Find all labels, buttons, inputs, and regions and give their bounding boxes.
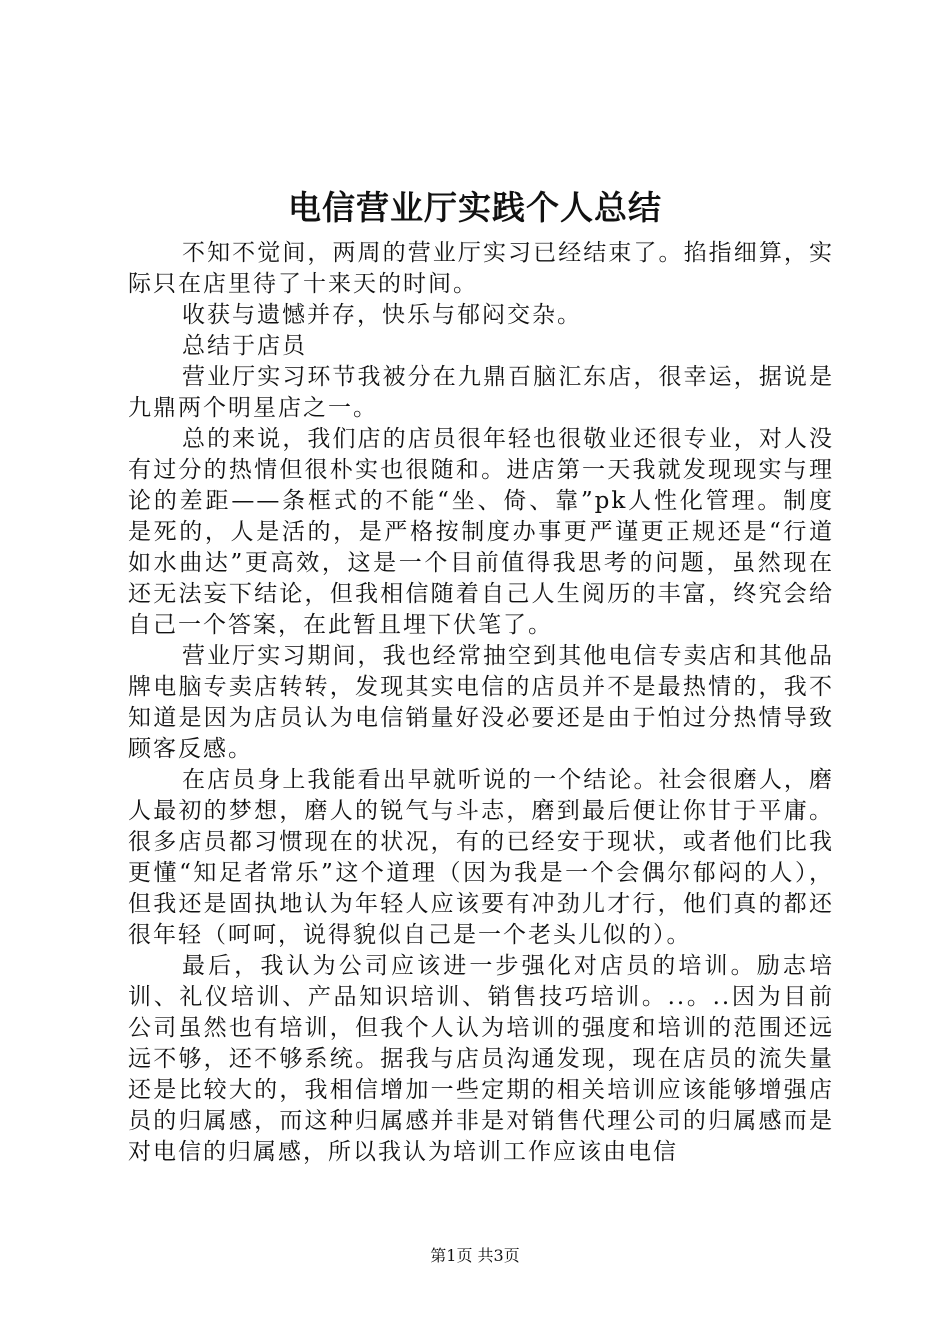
section-heading: 总结于店员: [182, 333, 307, 359]
page-number-footer: 第1页 共3页: [430, 1246, 520, 1265]
document-title: 电信营业厅实践个人总结: [288, 188, 662, 227]
paragraph-3: 营业厅实习环节我被分在九鼎百脑汇东店，很幸运，据说是九鼎两个明星店之一。: [128, 364, 834, 421]
paragraph-7: 最后，我认为公司应该进一步强化对店员的培训。励志培训、礼仪培训、产品知识培训、销售技巧培训。..。..因为目前公司虽然也有培训，但我个人认为培训的强度和培训的范围还远远不够，还不够系统。据我与店员沟通发现，现在店员的流失量还是比较大的，我相信增加一些定期的相关培训应该能够增强店员的归属感，而这种归属感并非是对销售代理公司的归属感而是对电信的归属感，所以我认为培训工作应该由电信: [128, 953, 834, 1165]
paragraph-1: 不知不觉间，两周的营业厅实习已经结束了。掐指细算，实际只在店里待了十来天的时间。: [128, 240, 834, 297]
document-body: [128, 238, 834, 1168]
paragraph-6: 在店员身上我能看出早就听说的一个结论。社会很磨人，磨人最初的梦想，磨人的锐气与斗志，磨到最后便让你甘于平庸。很多店员都习惯现在的状况，有的已经安于现状，或者他们比我更懂“知足者常乐”这个道理（因为我是一个会偶尔郁闷的人），但我还是固执地认为年轻人应该要有冲劲儿才行，他们真的都还很年轻（呵呵，说得貌似自己是一个老头儿似的）。: [128, 767, 834, 948]
paragraph-5: 营业厅实习期间，我也经常抽空到其他电信专卖店和其他品牌电脑专卖店转转，发现其实电信的店员并不是最热情的，我不知道是因为店员认为电信销量好没必要还是由于怕过分热情导致顾客反感。: [128, 643, 834, 762]
paragraph-4: 总的来说，我们店的店员很年轻也很敬业还很专业，对人没有过分的热情但很朴实也很随和。进店第一天我就发现现实与理论的差距——条框式的不能“坐、倚、靠”pk人性化管理。制度是死的，人是活的，是严格按制度办事更严谨更正规还是“行道如水曲达”更高效，这是一个目前值得我思考的问题，虽然现在还无法妄下结论，但我相信随着自己人生阅历的丰富，终究会给自己一个答案，在此暂且埋下伏笔了。: [128, 426, 834, 638]
paragraph-2: 收获与遗憾并存，快乐与郁闷交杂。: [182, 302, 582, 328]
